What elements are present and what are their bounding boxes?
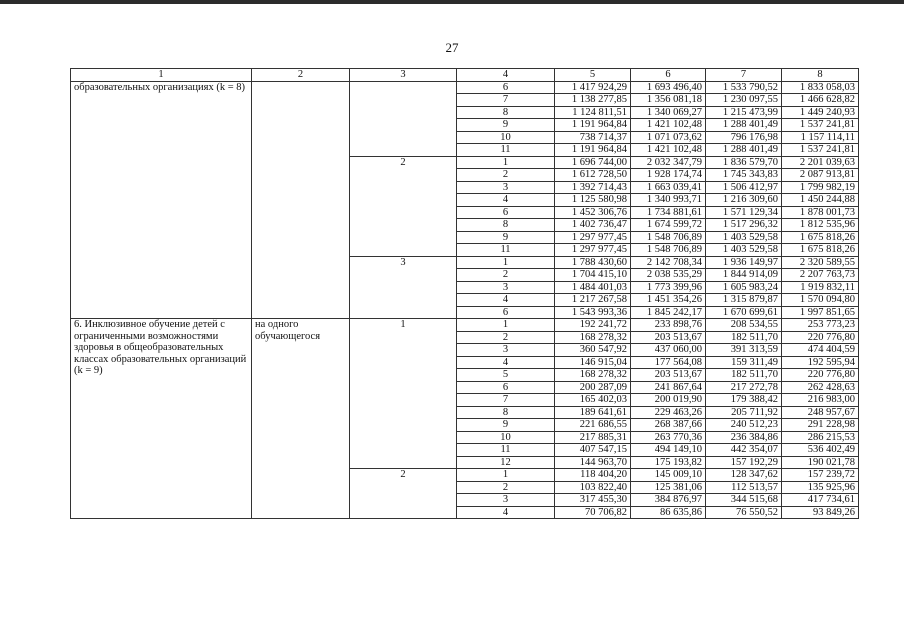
value-cell: 1 696 744,00 <box>555 156 631 169</box>
value-cell: 233 898,76 <box>631 319 706 332</box>
header-cell: 2 <box>252 69 350 82</box>
code-cell: 3 <box>457 494 555 507</box>
value-cell: 407 547,15 <box>555 444 631 457</box>
value-cell: 2 207 763,73 <box>782 269 859 282</box>
value-cell: 1 452 306,76 <box>555 206 631 219</box>
value-cell: 145 009,10 <box>631 469 706 482</box>
value-cell: 417 734,61 <box>782 494 859 507</box>
value-cell: 179 388,42 <box>706 394 782 407</box>
code-cell: 3 <box>457 344 555 357</box>
value-cell: 286 215,53 <box>782 431 859 444</box>
value-cell: 159 311,49 <box>706 356 782 369</box>
header-cell: 1 <box>71 69 252 82</box>
table-row <box>71 319 859 332</box>
value-cell: 1 844 914,09 <box>706 269 782 282</box>
value-cell: 1 663 039,41 <box>631 181 706 194</box>
value-cell: 1 675 818,26 <box>782 244 859 257</box>
code-cell: 1 <box>457 156 555 169</box>
value-cell: 1 340 069,27 <box>631 106 706 119</box>
value-cell: 360 547,92 <box>555 344 631 357</box>
code-cell: 1 <box>457 256 555 269</box>
value-cell: 93 849,26 <box>782 506 859 519</box>
value-cell: 192 595,94 <box>782 356 859 369</box>
value-cell: 1 675 818,26 <box>782 231 859 244</box>
value-cell: 317 455,30 <box>555 494 631 507</box>
code-cell: 2 <box>457 269 555 282</box>
value-cell: 2 201 039,63 <box>782 156 859 169</box>
group-cell: 2 <box>350 156 457 256</box>
value-cell: 1 191 964,84 <box>555 119 631 132</box>
value-cell: 1 125 580,98 <box>555 194 631 207</box>
value-cell: 1 537 241,81 <box>782 144 859 157</box>
value-cell: 1 421 102,48 <box>631 119 706 132</box>
value-cell: 1 836 579,70 <box>706 156 782 169</box>
value-cell: 168 278,32 <box>555 331 631 344</box>
value-cell: 1 788 430,60 <box>555 256 631 269</box>
value-cell: 76 550,52 <box>706 506 782 519</box>
code-cell: 4 <box>457 194 555 207</box>
code-cell: 8 <box>457 406 555 419</box>
header-cell: 4 <box>457 69 555 82</box>
value-cell: 1 340 993,71 <box>631 194 706 207</box>
value-cell: 1 799 982,19 <box>782 181 859 194</box>
code-cell: 1 <box>457 319 555 332</box>
value-cell: 536 402,49 <box>782 444 859 457</box>
header-cell: 8 <box>782 69 859 82</box>
header-cell: 6 <box>631 69 706 82</box>
code-cell: 8 <box>457 219 555 232</box>
code-cell: 12 <box>457 456 555 469</box>
value-cell: 1 928 174,74 <box>631 169 706 182</box>
value-cell: 494 149,10 <box>631 444 706 457</box>
value-cell: 229 463,26 <box>631 406 706 419</box>
code-cell: 6 <box>457 81 555 94</box>
value-cell: 157 239,72 <box>782 469 859 482</box>
value-cell: 86 635,86 <box>631 506 706 519</box>
code-cell: 6 <box>457 381 555 394</box>
code-cell: 8 <box>457 106 555 119</box>
value-cell: 1 216 309,60 <box>706 194 782 207</box>
value-cell: 474 404,59 <box>782 344 859 357</box>
value-cell: 203 513,67 <box>631 369 706 382</box>
page-number: 27 <box>445 40 459 55</box>
value-cell: 1 217 267,58 <box>555 294 631 307</box>
value-cell: 200 019,90 <box>631 394 706 407</box>
value-cell: 200 287,09 <box>555 381 631 394</box>
value-cell: 1 071 073,62 <box>631 131 706 144</box>
value-cell: 1 315 879,87 <box>706 294 782 307</box>
value-cell: 1 392 714,43 <box>555 181 631 194</box>
group-cell: 2 <box>350 469 457 519</box>
value-cell: 1 517 296,32 <box>706 219 782 232</box>
value-cell: 1 402 736,47 <box>555 219 631 232</box>
unit-cell <box>252 81 350 319</box>
value-cell: 216 983,00 <box>782 394 859 407</box>
value-cell: 442 354,07 <box>706 444 782 457</box>
value-cell: 268 387,66 <box>631 419 706 432</box>
value-cell: 1 191 964,84 <box>555 144 631 157</box>
value-cell: 1 605 983,24 <box>706 281 782 294</box>
value-cell: 168 278,32 <box>555 369 631 382</box>
code-cell: 7 <box>457 394 555 407</box>
header-cell: 3 <box>350 69 457 82</box>
value-cell: 1 138 277,85 <box>555 94 631 107</box>
value-cell: 175 193,82 <box>631 456 706 469</box>
value-cell: 253 773,23 <box>782 319 859 332</box>
value-cell: 1 449 240,93 <box>782 106 859 119</box>
value-cell: 112 513,57 <box>706 481 782 494</box>
code-cell: 3 <box>457 181 555 194</box>
value-cell: 2 142 708,34 <box>631 256 706 269</box>
value-cell: 2 320 589,55 <box>782 256 859 269</box>
code-cell: 10 <box>457 431 555 444</box>
code-cell: 9 <box>457 231 555 244</box>
value-cell: 144 963,70 <box>555 456 631 469</box>
value-cell: 1 537 241,81 <box>782 119 859 132</box>
value-cell: 1 297 977,45 <box>555 231 631 244</box>
page-top-border <box>0 0 904 4</box>
header-cell: 5 <box>555 69 631 82</box>
value-cell: 1 548 706,89 <box>631 244 706 257</box>
value-cell: 1 548 706,89 <box>631 231 706 244</box>
value-cell: 738 714,37 <box>555 131 631 144</box>
value-cell: 1 833 058,03 <box>782 81 859 94</box>
code-cell: 10 <box>457 131 555 144</box>
value-cell: 391 313,59 <box>706 344 782 357</box>
value-cell: 221 686,55 <box>555 419 631 432</box>
code-cell: 11 <box>457 444 555 457</box>
value-cell: 1 812 535,96 <box>782 219 859 232</box>
value-cell: 128 347,62 <box>706 469 782 482</box>
value-cell: 344 515,68 <box>706 494 782 507</box>
value-cell: 190 021,78 <box>782 456 859 469</box>
value-cell: 2 087 913,81 <box>782 169 859 182</box>
value-cell: 1 693 496,40 <box>631 81 706 94</box>
value-cell: 796 176,98 <box>706 131 782 144</box>
value-cell: 437 060,00 <box>631 344 706 357</box>
header-cell: 7 <box>706 69 782 82</box>
value-cell: 1 124 811,51 <box>555 106 631 119</box>
value-cell: 1 674 599,72 <box>631 219 706 232</box>
tariff-table <box>70 68 859 519</box>
value-cell: 165 402,03 <box>555 394 631 407</box>
code-cell: 7 <box>457 94 555 107</box>
value-cell: 1 403 529,58 <box>706 231 782 244</box>
group-cell: 1 <box>350 319 457 469</box>
value-cell: 1 570 094,80 <box>782 294 859 307</box>
value-cell: 1 297 977,45 <box>555 244 631 257</box>
code-cell: 3 <box>457 281 555 294</box>
value-cell: 1 612 728,50 <box>555 169 631 182</box>
value-cell: 1 421 102,48 <box>631 144 706 157</box>
value-cell: 70 706,82 <box>555 506 631 519</box>
value-cell: 1 734 881,61 <box>631 206 706 219</box>
value-cell: 236 384,86 <box>706 431 782 444</box>
value-cell: 203 513,67 <box>631 331 706 344</box>
value-cell: 262 428,63 <box>782 381 859 394</box>
code-cell: 2 <box>457 331 555 344</box>
activity-name-cell: образовательных организациях (k = 8) <box>71 81 252 319</box>
value-cell: 220 776,80 <box>782 331 859 344</box>
value-cell: 1 543 993,36 <box>555 306 631 319</box>
code-cell: 6 <box>457 306 555 319</box>
code-cell: 11 <box>457 244 555 257</box>
unit-cell: на одного обучающегося <box>252 319 350 519</box>
group-cell: 3 <box>350 256 457 319</box>
value-cell: 2 032 347,79 <box>631 156 706 169</box>
value-cell: 220 776,80 <box>782 369 859 382</box>
value-cell: 1 878 001,73 <box>782 206 859 219</box>
activity-name-cell: 6. Инклюзивное обучение детей с ограниченными возможностями здоровья в общеобразовательных классах образовательных организаций (k = 9) <box>71 319 252 519</box>
code-cell: 6 <box>457 206 555 219</box>
value-cell: 103 822,40 <box>555 481 631 494</box>
value-cell: 263 770,36 <box>631 431 706 444</box>
code-cell: 4 <box>457 506 555 519</box>
code-cell: 2 <box>457 481 555 494</box>
code-cell: 1 <box>457 469 555 482</box>
value-cell: 1 288 401,49 <box>706 119 782 132</box>
code-cell: 11 <box>457 144 555 157</box>
value-cell: 135 925,96 <box>782 481 859 494</box>
value-cell: 177 564,08 <box>631 356 706 369</box>
value-cell: 208 534,55 <box>706 319 782 332</box>
group-cell <box>350 81 457 156</box>
value-cell: 1 215 473,99 <box>706 106 782 119</box>
value-cell: 217 272,78 <box>706 381 782 394</box>
value-cell: 1 773 399,96 <box>631 281 706 294</box>
value-cell: 1 417 924,29 <box>555 81 631 94</box>
value-cell: 241 867,64 <box>631 381 706 394</box>
header-row <box>71 69 859 82</box>
value-cell: 1 484 401,03 <box>555 281 631 294</box>
value-cell: 1 157 114,11 <box>782 131 859 144</box>
value-cell: 384 876,97 <box>631 494 706 507</box>
value-cell: 182 511,70 <box>706 331 782 344</box>
code-cell: 2 <box>457 169 555 182</box>
value-cell: 1 230 097,55 <box>706 94 782 107</box>
value-cell: 125 381,06 <box>631 481 706 494</box>
value-cell: 189 641,61 <box>555 406 631 419</box>
value-cell: 240 512,23 <box>706 419 782 432</box>
code-cell: 4 <box>457 294 555 307</box>
value-cell: 2 038 535,29 <box>631 269 706 282</box>
value-cell: 182 511,70 <box>706 369 782 382</box>
value-cell: 1 745 343,83 <box>706 169 782 182</box>
value-cell: 1 670 699,61 <box>706 306 782 319</box>
code-cell: 4 <box>457 356 555 369</box>
value-cell: 291 228,98 <box>782 419 859 432</box>
value-cell: 1 403 529,58 <box>706 244 782 257</box>
value-cell: 1 356 081,18 <box>631 94 706 107</box>
value-cell: 1 704 415,10 <box>555 269 631 282</box>
code-cell: 9 <box>457 119 555 132</box>
value-cell: 1 571 129,34 <box>706 206 782 219</box>
value-cell: 146 915,04 <box>555 356 631 369</box>
value-cell: 1 845 242,17 <box>631 306 706 319</box>
value-cell: 248 957,67 <box>782 406 859 419</box>
value-cell: 217 885,31 <box>555 431 631 444</box>
value-cell: 1 451 354,26 <box>631 294 706 307</box>
value-cell: 1 936 149,97 <box>706 256 782 269</box>
value-cell: 1 450 244,88 <box>782 194 859 207</box>
value-cell: 1 533 790,52 <box>706 81 782 94</box>
value-cell: 1 288 401,49 <box>706 144 782 157</box>
table-row <box>71 81 859 94</box>
code-cell: 9 <box>457 419 555 432</box>
value-cell: 1 997 851,65 <box>782 306 859 319</box>
value-cell: 192 241,72 <box>555 319 631 332</box>
code-cell: 5 <box>457 369 555 382</box>
value-cell: 1 466 628,82 <box>782 94 859 107</box>
value-cell: 118 404,20 <box>555 469 631 482</box>
value-cell: 1 506 412,97 <box>706 181 782 194</box>
value-cell: 157 192,29 <box>706 456 782 469</box>
value-cell: 205 711,92 <box>706 406 782 419</box>
value-cell: 1 919 832,11 <box>782 281 859 294</box>
